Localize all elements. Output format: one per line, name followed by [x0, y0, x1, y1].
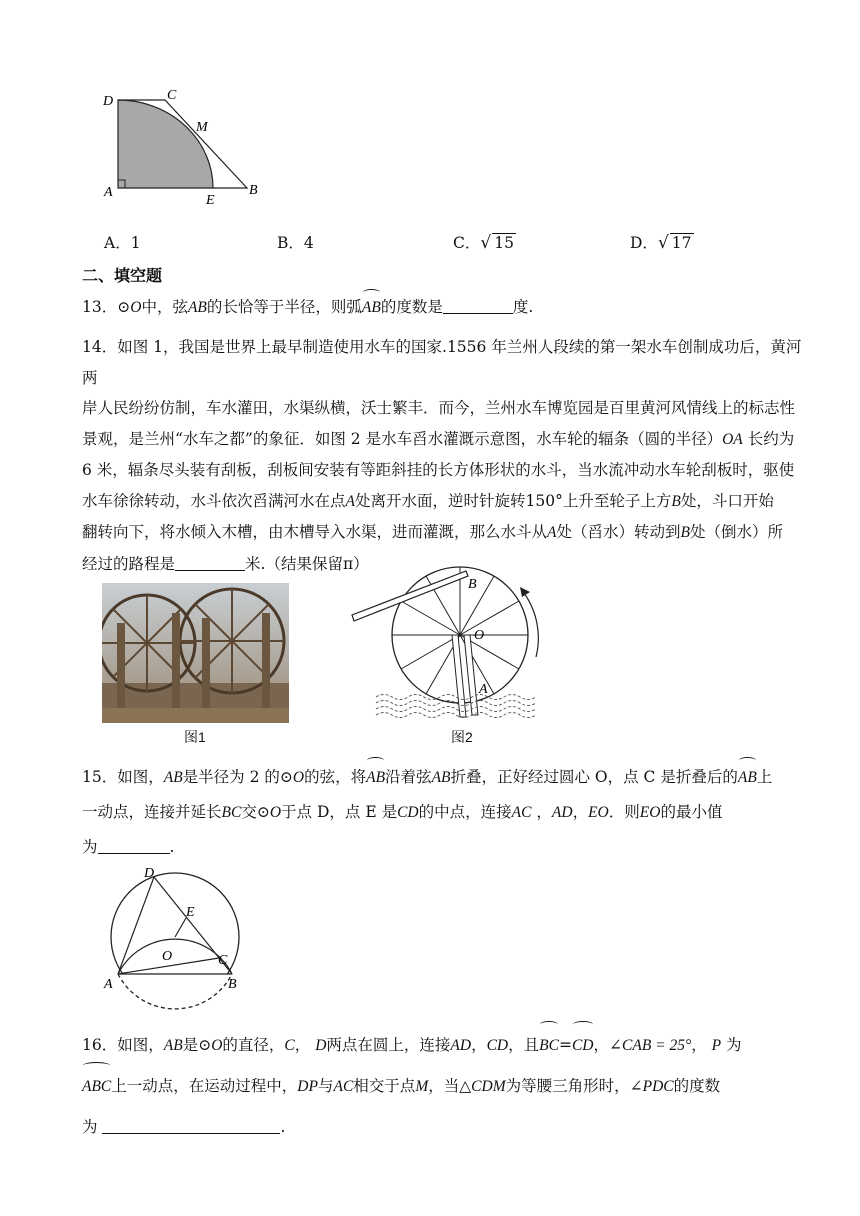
q16-l1e: ，且: [508, 1036, 540, 1054]
q15-l1b: 是半径为 2 的: [182, 768, 280, 786]
q16-l2c: 相交于点: [353, 1077, 416, 1095]
q15-l3a: 为: [82, 838, 98, 856]
q15-l2f: 的最小值: [660, 803, 723, 821]
water-wheel-diagram: [348, 565, 548, 725]
q14-answer-blank[interactable]: [175, 554, 245, 571]
q16-answer-blank[interactable]: [102, 1117, 280, 1134]
dashed-arc: [118, 974, 232, 1009]
q15-ad: AD: [551, 804, 573, 821]
q16-m: M: [415, 1078, 429, 1095]
q16-arc-abc: ABC: [82, 1066, 111, 1107]
rotation-arrow-icon: [524, 593, 538, 657]
q13-answer-blank[interactable]: [443, 297, 513, 314]
question-13: [82, 293, 812, 323]
q15-l1e: 折叠，正好经过圆心 O，点 C 是折叠后的: [450, 768, 738, 786]
label-c: C: [167, 88, 177, 103]
q15-line-3: [82, 830, 812, 864]
q16-l2a: 上一动点，在运动过程中，: [111, 1077, 298, 1095]
water-waves: [376, 695, 536, 718]
q13-ab: AB: [187, 299, 207, 316]
segment-eo: [175, 918, 186, 937]
label-o: O: [474, 628, 485, 643]
q14-line-5-c: 上升至轮子上方: [562, 491, 672, 510]
q16-eq: =: [558, 1036, 572, 1054]
q16-l2e: 为等腰三角形时，: [505, 1077, 630, 1095]
label-d: D: [103, 94, 114, 109]
support-post: [452, 635, 466, 717]
q14-a: A: [345, 492, 355, 510]
q13-arc-ab: AB: [362, 293, 381, 323]
q15-l1c: 的弦，将: [304, 768, 367, 786]
q13-text-4: 度.: [512, 298, 534, 316]
circle-symbol: ⊙: [198, 1036, 212, 1054]
sqrt-icon: √: [657, 233, 669, 253]
option-d-letter: D．: [630, 234, 658, 252]
q14-line-1: 14．如图 1，我国是世界上最早制造使用水车的国家.1556 年兰州人段续的第一架水车创制成功后，黄河两: [82, 338, 802, 387]
label-a: A: [104, 185, 113, 200]
q16-l2b: 与: [317, 1077, 334, 1095]
label-a: A: [479, 682, 488, 697]
q16-l1b: 是: [182, 1036, 199, 1054]
q14-line-6: [82, 517, 812, 549]
q14-oa: OA: [722, 430, 743, 448]
water-wheel-photo: [102, 583, 289, 723]
option-c[interactable]: [453, 231, 516, 253]
q16-l1g: 为: [726, 1036, 742, 1054]
circle-symbol: ⊙: [117, 298, 131, 316]
q14-line-5-a: 水车徐徐转动，水斗依次舀满河水在点: [82, 491, 346, 510]
figure-1-caption: 图1: [184, 729, 206, 745]
folded-arc: [118, 939, 232, 974]
q16-arc-bc: BC: [539, 1025, 559, 1066]
q14-b2: B: [680, 524, 690, 541]
option-b-letter: B．: [277, 234, 304, 252]
q15-l2e: ．则: [608, 803, 640, 821]
label-b: B: [468, 577, 477, 592]
q15-eo-2: EO: [639, 804, 661, 821]
q16-p: P: [711, 1037, 722, 1054]
q15-line-2: 一动点，连接并延长BC交⊙O于点 D，点 E 是CD的中点，连接AC ，AD，EO．则EO的最小值: [82, 803, 723, 821]
q16-l1c: 的直径，: [222, 1036, 285, 1054]
q15-l2c: 于点 D，点 E 是: [281, 803, 398, 821]
q16-c: C: [284, 1037, 295, 1054]
q14-line-3: [82, 424, 812, 456]
q16-l1a: 16．如图，: [82, 1036, 164, 1054]
question-14: [82, 332, 812, 579]
label-b: B: [228, 977, 237, 992]
label-m: M: [196, 120, 208, 135]
q16-d: D: [315, 1037, 327, 1054]
segment-ad: [118, 877, 154, 974]
q16-ab: AB: [163, 1037, 183, 1054]
q14-angle: 150°: [525, 491, 563, 510]
q15-l1a: 15．如图，: [82, 768, 164, 786]
circle-symbol: ⊙: [279, 768, 293, 786]
q16-l2f: 的度数: [673, 1077, 721, 1095]
q13-text-2: 的长恰等于半径，则弧: [206, 298, 362, 316]
q13-text-1: 中，弦: [141, 298, 188, 316]
q14-line-5-b: 处离开水面，逆时针旋转: [354, 491, 526, 510]
q14-line-3-tail: 长约为: [747, 429, 795, 448]
wooden-trough: [352, 571, 468, 621]
label-b: B: [249, 183, 258, 198]
q15-figure: [100, 860, 250, 1010]
q16-o: O: [211, 1037, 223, 1054]
label-d: D: [144, 866, 155, 881]
q13-o: O: [130, 299, 142, 316]
q15-l2a: 一动点，连接并延长: [82, 803, 222, 821]
option-a-value: 1: [130, 234, 141, 252]
q15-answer-blank[interactable]: [98, 837, 170, 854]
q15-arc-ab-2: AB: [738, 761, 757, 795]
q16-cd: CD: [486, 1037, 509, 1054]
q14-line-5: [82, 486, 812, 518]
q14-a2: A: [547, 524, 557, 541]
option-d-value: 17: [671, 234, 692, 252]
q16-l3b: .: [280, 1118, 286, 1136]
q14-line-2: 岸人民纷纷仿制，车水灌田，水渠纵横，沃士繁丰．而今，兰州水车博览园是百里黄河风情线上的标志性: [82, 399, 796, 417]
option-b-value: 4: [303, 234, 314, 252]
q15-l1f: 上: [756, 768, 773, 786]
option-d[interactable]: [630, 231, 694, 253]
label-e: E: [206, 193, 215, 208]
q15-cd: CD: [397, 804, 419, 821]
q16-pdc: ∠PDC: [629, 1078, 674, 1095]
q14-line-6-b: 处（舀水）转动到: [556, 523, 681, 541]
q16-triangle: △CDM: [459, 1078, 506, 1095]
q16-line-2: [82, 1066, 812, 1107]
q15-arc-ab: AB: [366, 761, 385, 795]
option-c-value: 15: [494, 234, 514, 252]
q14-line-6-a: 翻转向下，将水倾入木槽，由木槽导入水渠，进而灌溉，那么水斗从: [82, 523, 548, 541]
q14-line-4: 6 米，辐条尽头装有刮板，刮板间安装有等距斜挂的长方体形状的水斗，当水流冲动水车轮刮板时，驱使: [82, 461, 795, 479]
option-b[interactable]: [277, 231, 314, 253]
q14-line-5-d: 处，斗口开始: [680, 491, 774, 510]
sqrt-icon: √: [480, 233, 492, 253]
q15-o: O: [292, 769, 305, 786]
q14-line-7-b: 米.（结果保留π）: [245, 554, 369, 573]
q15-ac: AC: [511, 804, 532, 821]
label-c: C: [218, 953, 228, 968]
option-a[interactable]: [104, 231, 141, 253]
q15-ab-2: AB: [431, 769, 451, 786]
q15-bc: BC: [221, 804, 242, 821]
q16-ac: AC: [333, 1078, 354, 1095]
q14-line-3-text: 景观，是兰州“水车之都”的象征．如图 2 是水车舀水灌溉示意图，水车轮的辐条（圆的半径）: [82, 429, 723, 448]
q14-b: B: [671, 492, 681, 510]
q12-figure: [95, 85, 270, 210]
q13-number: 13．: [82, 298, 118, 316]
q16-ad: AD: [450, 1037, 472, 1054]
q15-l2b: 交: [241, 803, 257, 821]
q15-l1d: 沿着弦: [385, 768, 432, 786]
q13-text-3: 的度数是: [380, 298, 443, 316]
question-15: [82, 760, 812, 864]
q16-line-3: [82, 1107, 812, 1148]
q16-dp: DP: [297, 1078, 318, 1095]
q14-line-6-c: 处（倒水）所: [689, 523, 783, 541]
label-o: O: [162, 949, 173, 964]
shaded-sector: [118, 100, 213, 188]
q16-l2d: ，当: [428, 1077, 460, 1095]
q15-eo: EO: [588, 804, 609, 821]
question-16: [82, 1025, 812, 1148]
q15-o2: O: [269, 804, 282, 821]
option-c-letter: C．: [453, 234, 481, 252]
q14-line-7-a: 经过的路程是: [82, 554, 176, 573]
section-title: 二、填空题: [82, 266, 163, 285]
circle-symbol: ⊙: [256, 803, 270, 821]
label-e: E: [186, 905, 195, 920]
q16-l1f: ，: [593, 1036, 610, 1054]
q16-l1d: 两点在圆上，连接: [326, 1036, 451, 1054]
figure-2-caption: 图2: [451, 729, 473, 745]
q15-l3b: .: [169, 838, 175, 856]
label-a: A: [104, 977, 113, 992]
q16-angle: ∠CAB = 25°: [609, 1037, 692, 1054]
q16-l3a: 为: [82, 1118, 98, 1136]
option-a-letter: A．: [104, 234, 131, 252]
q16-arc-cd: CD: [572, 1025, 594, 1066]
q15-ab: AB: [163, 769, 183, 786]
q15-l2d: 的中点，连接: [418, 803, 512, 821]
q15-line-1: [82, 760, 812, 795]
q16-line-1: 16．如图，AB是⊙O的直径，C， D两点在圆上，连接AD，CD，且BC=CD，∠CAB = 25°， P 为: [82, 1025, 812, 1066]
